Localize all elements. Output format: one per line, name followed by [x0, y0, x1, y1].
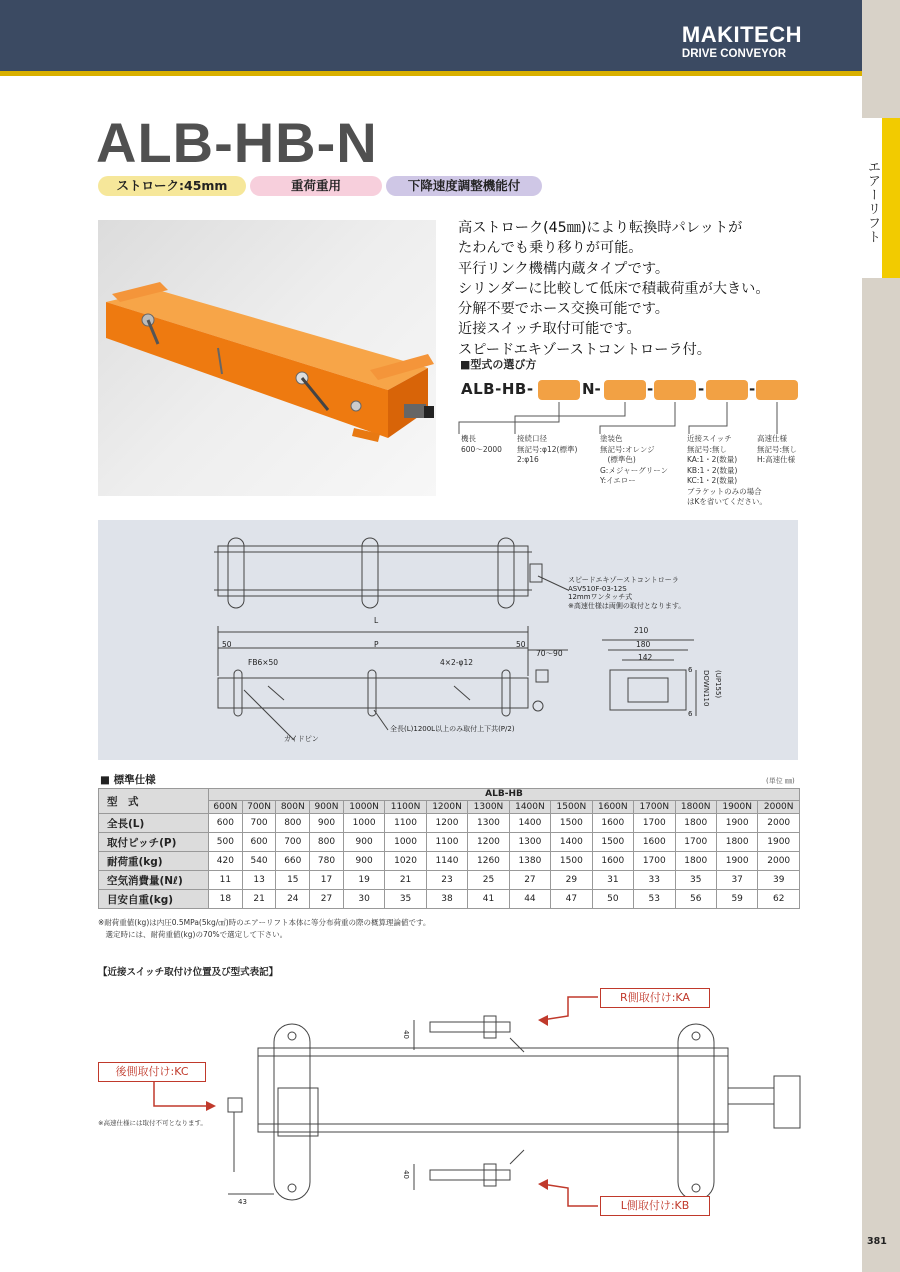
- controller-line: ※高速仕様は両側の取付となります。: [568, 601, 686, 610]
- table-cell: 1500: [592, 833, 633, 852]
- table-cell: 1000: [343, 814, 384, 833]
- table-cell: 21: [242, 890, 276, 909]
- dim-up: (UP155): [714, 670, 722, 699]
- code-box-port: [604, 380, 646, 400]
- table-cell: 1400: [509, 814, 550, 833]
- option-port: 接続口径 無記号:φ12(標準) 2:φ16: [517, 434, 578, 464]
- option-speed: 高速仕様 無記号:無し H:高速仕様: [757, 434, 798, 464]
- table-cell: 41: [468, 890, 509, 909]
- code-box-speed: [756, 380, 798, 400]
- table-cell: 1700: [634, 852, 675, 871]
- table-cell: 23: [426, 871, 467, 890]
- table-cell: 1400: [551, 833, 592, 852]
- feature-line: たわんでも乗り移りが可能。: [458, 240, 643, 257]
- table-cell: 33: [634, 871, 675, 890]
- table-cell: 25: [468, 871, 509, 890]
- code-sep: -: [647, 380, 654, 398]
- table-cell: 500: [209, 833, 243, 852]
- table-cell: 1380: [509, 852, 550, 871]
- size-header: 1900N: [716, 801, 757, 814]
- dim-210: 210: [634, 626, 649, 635]
- table-cell: 11: [209, 871, 243, 890]
- brand-logo: [682, 24, 802, 61]
- dim-fb: FB6×50: [248, 658, 279, 667]
- dim-down: DOWN110: [702, 670, 710, 707]
- table-cell: 1600: [592, 852, 633, 871]
- controller-line: ASV510F-03-12S: [568, 584, 627, 593]
- spec-table: [98, 788, 800, 909]
- table-cell: 53: [634, 890, 675, 909]
- table-cell: 800: [310, 833, 344, 852]
- size-header: 1700N: [634, 801, 675, 814]
- dim-6b: 6: [688, 710, 693, 718]
- table-cell: 2000: [758, 852, 800, 871]
- size-header: 1200N: [426, 801, 467, 814]
- table-cell: 1500: [551, 852, 592, 871]
- size-header: 1000N: [343, 801, 384, 814]
- table-cell: 21: [385, 871, 426, 890]
- prox-note: ※高速仕様には取付不可となります。: [98, 1119, 207, 1127]
- label-rear: 後側取付け:KC: [98, 1062, 206, 1082]
- label-l-side: L側取付け:KB: [600, 1196, 710, 1216]
- dim-70-90: 70〜90: [536, 649, 563, 658]
- header-bar: [0, 0, 862, 76]
- controller-note: [568, 576, 685, 610]
- size-header: 1400N: [509, 801, 550, 814]
- table-cell: 700: [242, 814, 276, 833]
- dim-40b: 40: [402, 1170, 410, 1179]
- sidebar-active-tab[interactable]: [882, 118, 900, 278]
- feature-line: 平行リンク機構内蔵タイプです。: [458, 260, 670, 277]
- table-cell: 1300: [468, 814, 509, 833]
- table-cell: 1200: [468, 833, 509, 852]
- table-cell: 35: [675, 871, 716, 890]
- feature-line: 近接スイッチ取付可能です。: [458, 321, 641, 338]
- model-group: ALB-HB: [209, 789, 800, 801]
- feature-line: 分解不要でホース交換可能です。: [458, 301, 669, 318]
- option-switch: 近接スイッチ 無記号:無し KA:1・2(数量) KB:1・2(数量) KC:1・2(数量) ブラケットのみの場合 はKを省いてください。: [687, 434, 767, 506]
- table-cell: 35: [385, 890, 426, 909]
- table-cell: 1900: [716, 852, 757, 871]
- table-row: [99, 890, 800, 909]
- table-cell: 17: [310, 871, 344, 890]
- table-cell: 1260: [468, 852, 509, 871]
- selection-title: ■型式の選び方: [460, 358, 537, 371]
- page-number: 381: [867, 1236, 887, 1247]
- table-cell: 47: [551, 890, 592, 909]
- table-cell: 900: [310, 814, 344, 833]
- controller-line: スピードエキゾーストコントローラ: [568, 576, 679, 584]
- table-cell: 1020: [385, 852, 426, 871]
- dim-left-50: 50: [222, 640, 232, 649]
- table-cell: 780: [310, 852, 344, 871]
- table-cell: 30: [343, 890, 384, 909]
- table-cell: 1900: [716, 814, 757, 833]
- table-cell: 38: [426, 890, 467, 909]
- spec-note: ※耐荷重値(kg)は内圧0.5MPa(5kg/㎠)時のエアーリフト本体に等分布荷重の際の概算理論値です。: [98, 918, 431, 927]
- dim-l: L: [374, 616, 379, 625]
- size-header: 1500N: [551, 801, 592, 814]
- dim-142: 142: [638, 653, 653, 662]
- product-photo: [98, 220, 436, 496]
- table-cell: 700: [276, 833, 310, 852]
- feature-line: 高ストローク(45㎜)により転換時パレットが: [458, 220, 743, 236]
- table-cell: 18: [209, 890, 243, 909]
- model-label: 型 式: [99, 789, 209, 814]
- table-cell: 27: [310, 890, 344, 909]
- table-cell: 420: [209, 852, 243, 871]
- selection-leader-lines: [455, 400, 815, 436]
- table-cell: 540: [242, 852, 276, 871]
- row-label: 空気消費量(Nℓ): [99, 871, 209, 890]
- dim-right-50: 50: [516, 640, 526, 649]
- dim-holes: 4×2-φ12: [440, 658, 474, 667]
- model-code-prefix: ALB-HB-: [461, 380, 534, 398]
- row-label: 取付ピッチ(P): [99, 833, 209, 852]
- table-cell: 37: [716, 871, 757, 890]
- table-cell: 24: [276, 890, 310, 909]
- table-cell: 29: [551, 871, 592, 890]
- dim-180: 180: [636, 640, 651, 649]
- table-cell: 1900: [758, 833, 800, 852]
- prox-title: 【近接スイッチ取付け位置及び型式表記】: [98, 967, 279, 978]
- table-row: [99, 871, 800, 890]
- dim-40a: 40: [402, 1030, 410, 1039]
- table-cell: 62: [758, 890, 800, 909]
- table-cell: 1100: [385, 814, 426, 833]
- controller-line: 12mmワンタッチ式: [568, 593, 633, 601]
- table-cell: 1700: [675, 833, 716, 852]
- brand-subtitle: DRIVE CONVEYOR: [681, 48, 787, 60]
- size-header: 1100N: [385, 801, 426, 814]
- table-cell: 1800: [716, 833, 757, 852]
- size-header: 600N: [209, 801, 243, 814]
- sidebar-section-label: エアーリフト: [865, 160, 880, 244]
- brand-name: MAKITECH: [681, 22, 802, 47]
- table-cell: 1500: [551, 814, 592, 833]
- size-header: 800N: [276, 801, 310, 814]
- table-cell: 600: [209, 814, 243, 833]
- feature-list: [458, 218, 858, 360]
- table-cell: 800: [276, 814, 310, 833]
- table-row: [99, 833, 800, 852]
- table-cell: 50: [592, 890, 633, 909]
- spec-note: 選定時には、耐荷重値(kg)の70%で選定して下さい。: [98, 930, 288, 939]
- code-sep: -: [749, 380, 756, 398]
- table-row: [99, 814, 800, 833]
- table-cell: 1800: [675, 814, 716, 833]
- dim-43: 43: [238, 1198, 247, 1206]
- table-cell: 56: [675, 890, 716, 909]
- table-cell: 660: [276, 852, 310, 871]
- table-cell: 27: [509, 871, 550, 890]
- table-cell: 13: [242, 871, 276, 890]
- table-cell: 1700: [634, 814, 675, 833]
- table-cell: 1600: [634, 833, 675, 852]
- size-header: 1800N: [675, 801, 716, 814]
- table-cell: 1600: [592, 814, 633, 833]
- spec-unit: (単位 ㎜): [766, 777, 795, 785]
- size-header: 1600N: [592, 801, 633, 814]
- table-row: [99, 852, 800, 871]
- row-label: 目安自重(kg): [99, 890, 209, 909]
- row-label: 全長(L): [99, 814, 209, 833]
- code-box-color: [654, 380, 696, 400]
- table-cell: 900: [343, 852, 384, 871]
- table-cell: 1100: [426, 833, 467, 852]
- note-mount: 全長(L)1200L以上のみ取付上下共(P/2): [390, 725, 515, 733]
- table-cell: 900: [343, 833, 384, 852]
- size-header: 1300N: [468, 801, 509, 814]
- code-box-length: [538, 380, 580, 400]
- label-r-side: R側取付け:KA: [600, 988, 710, 1008]
- size-header: 2000N: [758, 801, 800, 814]
- row-label: 耐荷重(kg): [99, 852, 209, 871]
- spec-title: ■ 標準仕様: [100, 774, 156, 786]
- model-code-mid: N-: [582, 380, 601, 398]
- spec-body: [99, 814, 800, 909]
- table-cell: 600: [242, 833, 276, 852]
- option-color: 塗装色 無記号:オレンジ (標準色) G:メジャーグリーン Y:イエロー: [600, 434, 669, 485]
- code-box-switch: [706, 380, 748, 400]
- dim-p: P: [374, 640, 379, 649]
- tag-heavy-load: 重荷重用: [250, 176, 382, 196]
- table-cell: 39: [758, 871, 800, 890]
- table-cell: 19: [343, 871, 384, 890]
- tag-stroke: ストローク:45mm: [98, 176, 246, 196]
- table-cell: 1300: [509, 833, 550, 852]
- prox-drawing: [98, 980, 828, 1212]
- table-cell: 1140: [426, 852, 467, 871]
- option-length: 機長 600〜2000: [461, 434, 502, 454]
- feature-line: スピードエキゾーストコントローラ付。: [458, 341, 711, 358]
- table-cell: 1200: [426, 814, 467, 833]
- tag-speed-adjust: 下降速度調整機能付: [386, 176, 542, 196]
- size-header: 700N: [242, 801, 276, 814]
- label-guide-pin: ガイドピン: [284, 735, 319, 743]
- size-header: 900N: [310, 801, 344, 814]
- table-cell: 31: [592, 871, 633, 890]
- table-cell: 1000: [385, 833, 426, 852]
- table-cell: 1800: [675, 852, 716, 871]
- feature-line: シリンダーに比較して低床で積載荷重が大きい。: [458, 280, 770, 297]
- code-sep: -: [698, 380, 705, 398]
- table-cell: 59: [716, 890, 757, 909]
- dimension-drawing: [98, 520, 798, 760]
- table-cell: 2000: [758, 814, 800, 833]
- table-cell: 15: [276, 871, 310, 890]
- dim-6a: 6: [688, 666, 693, 674]
- page-title: ALB-HB-N: [96, 111, 378, 174]
- table-cell: 44: [509, 890, 550, 909]
